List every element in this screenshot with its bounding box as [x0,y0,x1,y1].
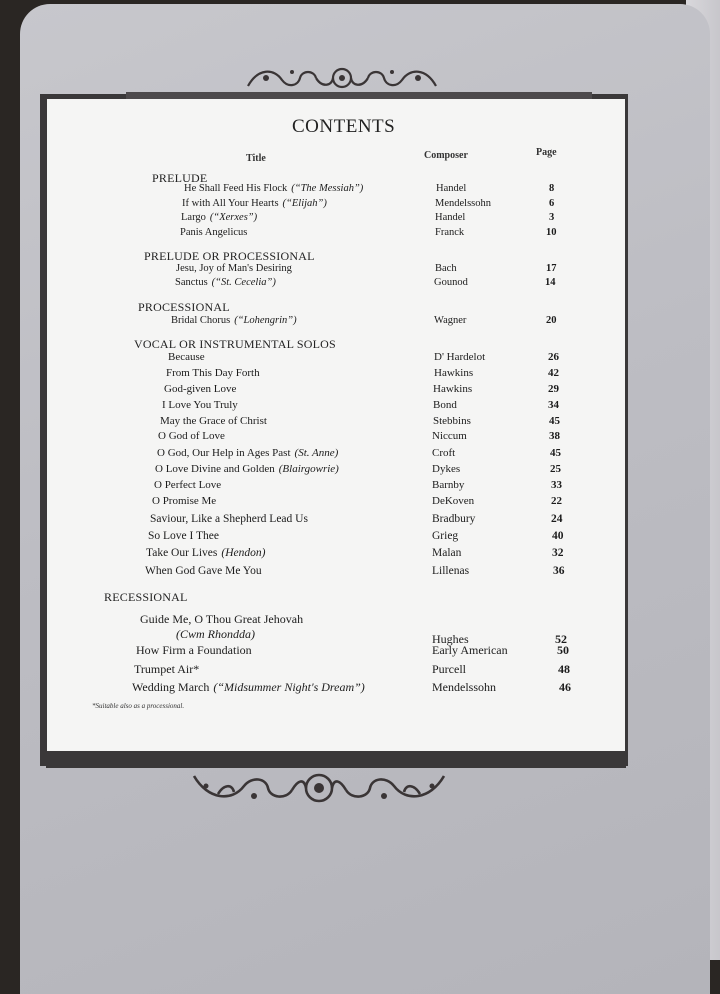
entry-title [146,547,265,559]
entry-page-number: 50 [557,643,569,657]
entry-page-number: 24 [551,513,563,525]
entry-composer: Gounod [434,277,468,288]
entry-title [160,415,267,427]
entry-title [145,565,262,577]
entry-title-text: Wedding March [132,680,210,694]
entry-title-text: O Perfect Love [154,479,222,491]
entry-page-number: 20 [546,315,557,326]
entry-title [181,212,257,223]
entry-composer: Hughes [432,632,469,646]
entry-page-number: 22 [551,495,562,507]
page-title: CONTENTS [292,116,396,137]
entry-page-number: 26 [548,351,559,363]
entry-composer: Handel [435,212,466,223]
entry-title [162,399,238,411]
entry-title-text: I Love You Truly [162,399,238,411]
section-heading: VOCAL OR INSTRUMENTAL SOLOS [134,337,336,351]
title-column-header: Title [246,153,266,164]
entry-title [148,530,219,542]
entry-title [180,227,247,238]
entry-title-text: So Love I Thee [148,530,220,542]
section-heading: RECESSIONAL [104,590,188,604]
entry-page-number: 40 [552,530,564,542]
entry-title [132,680,365,695]
entry-title [175,277,276,288]
footnote: *Suitable also as a processional. [92,702,185,710]
entry-title-text: Largo [181,212,206,223]
entry-title-text: May the Grace of Christ [160,415,267,427]
entry-page-number: 3 [549,212,555,223]
entry-title-text: Take Our Lives [146,547,218,559]
entry-subtitle: (Blairgowrie) [278,463,339,475]
entry-title-text: O God of Love [158,430,225,442]
entry-title-text: Saviour, Like a Shepherd Lead Us [150,513,308,525]
entry-composer: Purcell [432,662,466,676]
entry-subtitle: (Hendon) [221,547,266,559]
entry-composer: Barnby [432,479,465,491]
entry-page-number: 32 [552,547,564,559]
entry-page-number: 34 [548,399,559,411]
entry-page-number: 10 [546,227,557,238]
entry-composer: Mendelssohn [435,198,491,209]
entry-page-number: 25 [550,463,561,475]
entry-title-text: How Firm a Foundation [136,643,252,657]
entry-title-text: He Shall Feed His Flock [184,183,288,194]
entry-page-number: 33 [551,479,562,491]
entry-composer: Stebbins [433,415,471,427]
entry-composer: Handel [436,183,467,194]
entry-subtitle: (“Midsummer Night's Dream”) [213,680,365,694]
entry-title-text: Trumpet Air* [134,662,200,676]
entry-composer: DeKoven [432,495,475,507]
entry-subtitle: (“Lohengrin”) [234,315,297,326]
entry-title [136,643,252,658]
entry-page-number: 38 [549,430,560,442]
composer-column-header: Composer [424,150,468,161]
entry-composer: Early American [432,643,508,657]
entry-title [150,513,308,525]
entry-title [168,351,205,363]
entry-title [152,495,216,507]
entry-composer: Bond [433,399,457,411]
entry-title [166,367,260,379]
entry-page-number: 45 [550,447,561,459]
entry-composer: Dykes [432,463,461,475]
entry-page-number: 6 [549,198,555,209]
entry-subtitle: (“Elijah”) [282,198,327,209]
entry-composer: Mendelssohn [432,680,496,694]
entry-page-number: 48 [558,662,570,676]
section-heading: PRELUDE OR PROCESSIONAL [144,249,315,263]
entry-page-number: 46 [559,680,571,694]
entry-composer: Wagner [434,315,467,326]
entry-composer: Hawkins [433,383,473,395]
entry-title-text: O God, Our Help in Ages Past [157,447,291,459]
entry-title [158,430,225,442]
entry-title [164,383,236,395]
entry-title-text: O Love Divine and Golden [155,463,275,475]
entry-page-number: 45 [549,415,560,427]
entry-title-text: From This Day Forth [166,367,260,379]
entry-title-text: If with All Your Hearts [182,198,279,209]
frame-bottom-bar [46,752,626,760]
entry-subtitle: (“St. Cecelia”) [211,277,276,288]
entry-page-number: 8 [549,183,555,194]
entry-subtitle: (St. Anne) [294,447,339,459]
entry-composer: Franck [435,227,465,238]
entry-page-number: 17 [546,263,557,274]
entry-title-text: When God Gave Me You [145,565,262,577]
entry-title-text: Jesu, Joy of Man's Desiring [176,263,292,274]
entry-composer: Bach [435,263,457,274]
entry-title [184,183,363,194]
entry-title [157,447,338,459]
entry-page-number: 29 [548,383,559,395]
contents-panel [47,99,625,751]
top-ornament-icon [244,64,440,92]
entry-title-text: O Promise Me [152,495,217,507]
entry-composer: Malan [432,547,462,559]
entry-composer: Lillenas [432,565,470,577]
entry-composer: Grieg [432,530,459,542]
entry-subtitle: (Cwm Rhondda) [176,627,255,641]
entry-title-text: Because [168,351,205,363]
entry-composer: Niccum [432,430,467,442]
entry-subtitle: (“The Messiah”) [291,183,364,194]
entry-page-number: 14 [545,277,556,288]
entry-page-number: 52 [555,632,567,646]
page-column-header: Page [536,147,557,158]
entry-title-text: God-given Love [164,383,237,395]
entry-title [154,479,221,491]
entry-title-text: Guide Me, O Thou Great Jehovah [140,612,304,626]
entry-subtitle: (“Xerxes”) [209,212,258,223]
entry-page-number: 42 [548,367,559,379]
entry-title [140,612,303,627]
entry-composer: Croft [432,447,456,459]
section-heading: PRELUDE [152,171,208,185]
entry-title [182,198,327,209]
entry-title [171,315,297,326]
entry-title [155,463,339,475]
entry-composer: D' Hardelot [434,351,486,363]
entry-title-text: Sanctus [175,277,208,288]
entry-title [134,662,199,677]
bottom-ornament-icon [188,766,450,810]
entry-title-text: Bridal Chorus [171,315,231,326]
entry-composer: Bradbury [432,513,476,525]
entry-page-number: 36 [553,565,565,577]
frame-top-bar [126,92,592,99]
entry-title [176,263,292,274]
entry-title-text: Panis Angelicus [180,227,248,238]
entry-composer: Hawkins [434,367,474,379]
section-heading: PROCESSIONAL [138,300,230,314]
